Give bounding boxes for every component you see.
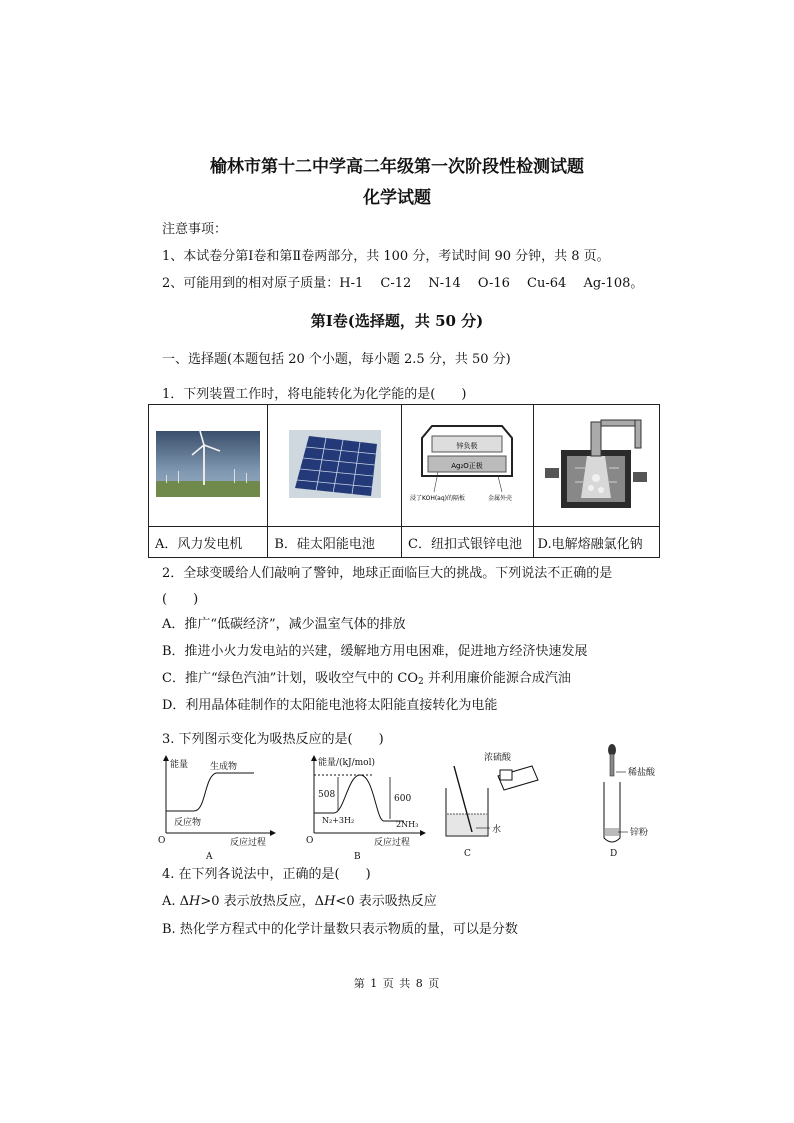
question-4-stem: 4. 在下列各说法中，正确的是( )	[162, 867, 371, 882]
question-1-table	[148, 404, 660, 558]
question-3-stem: 3. 下列图示变化为吸热反应的是( )	[162, 732, 384, 747]
figure-c-dilution-apparatus	[440, 748, 550, 862]
figure-b-energy-diagram	[304, 755, 428, 863]
figure-b-caption: B	[354, 852, 361, 862]
figure-b-value-508: 508	[318, 790, 336, 800]
figure-a-caption: A	[206, 852, 213, 862]
figure-a-product-label: 生成物	[210, 762, 238, 772]
figure-a-reactant-label: 反应物	[174, 818, 202, 828]
figure-b-xlabel: 反应过程	[374, 838, 411, 848]
question-2-stem-line-1: 2．全球变暖给人们敲响了警钟，地球正面临巨大的挑战。下列说法不正确的是	[162, 566, 613, 581]
section-title: 第Ⅰ卷(选择题，共 50 分)	[310, 312, 484, 330]
question-2-option-a: A．推广“低碳经济”，减少温室气体的排放	[162, 617, 406, 632]
figure-a-energy-diagram	[158, 755, 278, 863]
wind-turbine-image	[149, 405, 268, 527]
exam-title: 榆林市第十二中学高二年级第一次阶段性检测试题	[210, 157, 584, 177]
figure-d-acid-label: 稀盐酸	[628, 768, 656, 778]
notes-item-1: 1、本试卷分第Ⅰ卷和第Ⅱ卷两部分，共 100 分，考试时间 90 分钟，共 8 页。	[162, 249, 610, 264]
notes-item-2: 2、可能用到的相对原子质量：H-1 C-12 N-14 O-16 Cu-64 Ag-108。	[162, 276, 644, 291]
page-footer: 第 1 页 共 8 页	[353, 977, 441, 990]
question-1-stem: 1．下列装置工作时，将电能转化为化学能的是( )	[162, 387, 467, 402]
question-2-stem-line-2: ( )	[162, 592, 199, 607]
cell-anode-label: 锌负极	[456, 441, 478, 450]
question-1-option-c: C．纽扣式银锌电池	[402, 527, 533, 558]
question-2-option-c: C．推广“绿色汽油”计划，吸收空气中的 $CO_2$ 并利用廉价能源合成汽油	[162, 671, 571, 687]
figure-b-reactant-label: N₂+3H₂	[322, 816, 355, 825]
question-1-option-b: B．硅太阳能电池	[268, 527, 402, 558]
figure-d-zinc-acid-tube	[590, 742, 680, 862]
figure-a-xlabel: 反应过程	[230, 838, 267, 848]
question-4-option-b: B. 热化学方程式中的化学计量数只表示物质的量，可以是分数	[162, 922, 518, 937]
cell-cathode-label: Ag₂O正极	[451, 461, 484, 470]
figure-c-caption: C	[464, 849, 471, 859]
cell-separator-label: 浸了KOH(aq)的隔板	[410, 494, 466, 502]
figure-c-water-label: 水	[492, 825, 502, 835]
cell-case-label: 金属外壳	[488, 494, 513, 502]
button-cell-diagram	[402, 405, 533, 527]
exam-subtitle: 化学试题	[363, 188, 431, 208]
figure-b-ylabel: 能量/(kJ/mol)	[318, 758, 375, 768]
figure-d-caption: D	[610, 849, 618, 859]
figure-b-origin: O	[306, 836, 314, 846]
question-1-option-d: D.电解熔融氯化钠	[533, 527, 659, 558]
figure-a-ylabel: 能量	[170, 760, 189, 770]
figure-d-zinc-label: 锌粉	[630, 828, 649, 838]
question-1-option-a: A．风力发电机	[149, 527, 268, 558]
figure-b-product-label: 2NH₃	[396, 820, 419, 829]
section-instruction: 一、选择题(本题包括 20 个小题，每小题 2.5 分，共 50 分)	[162, 352, 511, 367]
figure-b-value-600: 600	[394, 794, 412, 804]
question-4-option-a: A. ΔH>0 表示放热反应，ΔH<0 表示吸热反应	[162, 894, 437, 909]
figure-c-acid-label: 浓硫酸	[484, 753, 512, 763]
electrolysis-cell-diagram	[533, 405, 659, 527]
question-2-option-b: B．推进小火力发电站的兴建，缓解地方用电困难，促进地方经济快速发展	[162, 644, 588, 659]
notes-heading: 注意事项：	[162, 222, 228, 237]
solar-panel-image	[268, 405, 402, 527]
question-2-option-d: D．利用晶体硅制作的太阳能电池将太阳能直接转化为电能	[162, 698, 498, 713]
figure-a-origin: O	[158, 836, 166, 846]
